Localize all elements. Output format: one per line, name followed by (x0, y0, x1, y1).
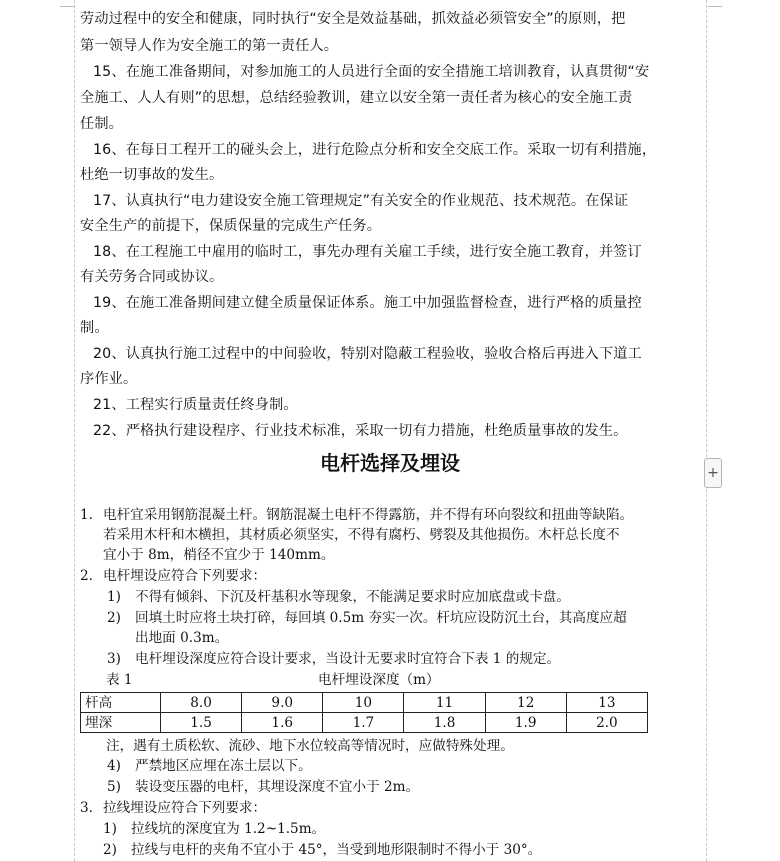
table-caption: 电杆埋设深度（m） (318, 672, 440, 688)
list-item-line: 宜小于 8m，梢径不宜少于 140mm。 (103, 547, 335, 563)
paragraph-line: 制。 (80, 320, 109, 336)
table-cell: 10 (323, 693, 404, 713)
sub-number: 1) (107, 589, 121, 605)
table-cell: 13 (566, 693, 647, 713)
table-cell: 12 (485, 693, 566, 713)
paragraph-line: 17、认真执行“电力建设安全施工管理规定”有关安全的作业规范、技术规范。在保证 (93, 193, 629, 209)
paragraph-line: 有关劳务合同或协议。 (80, 269, 224, 285)
sub-number: 1) (103, 821, 117, 837)
paragraph-line: 18、在工程施工中雇用的临时工，事先办理有关雇工手续，进行安全施工教育，并签订 (93, 244, 642, 260)
left-margin-guide (74, 0, 75, 861)
table-cell: 2.0 (566, 713, 647, 733)
paragraph-line: 序作业。 (80, 371, 138, 387)
table-note: 注，遇有土质松软、流砂、地下水位较高等情况时，应做特殊处理。 (106, 738, 514, 754)
sub-number: 4) (107, 758, 121, 774)
sub-item-line: 拉线坑的深度宜为 1.2~1.5m。 (131, 821, 326, 837)
sub-item-line: 回填土时应将土块打碎，每回填 0.5m 夯实一次。杆坑应设防沉土台，其高度应超 (135, 610, 627, 626)
sub-item-line: 严禁地区应埋在冻土层以下。 (135, 758, 312, 774)
burial-depth-table (80, 692, 648, 733)
table-cell: 埋深 (81, 713, 161, 733)
paragraph-line: 劳动过程中的安全和健康，同时执行“安全是效益基础，抓效益必须管安全”的原则，把 (80, 11, 626, 27)
paragraph-line: 22、严格执行建设程序、行业技术标准，采取一切有力措施，杜绝质量事故的发生。 (93, 423, 628, 439)
list-item-line: 若采用木杆和木横担，其材质必须坚实，不得有腐朽、劈裂及其他损伤。木杆总长度不 (103, 527, 620, 543)
table-cell: 1.9 (485, 713, 566, 733)
corner-mark-right (708, 6, 722, 7)
paragraph-line: 21、工程实行质量责任终身制。 (93, 397, 298, 413)
table-cell: 1.5 (161, 713, 242, 733)
table-cell: 1.6 (242, 713, 323, 733)
table-row (81, 713, 648, 733)
sub-item-line: 电杆埋设深度应符合设计要求，当设计无要求时宜符合下表 1 的规定。 (135, 651, 561, 667)
sub-number: 2) (103, 842, 117, 858)
table-label: 表 1 (106, 672, 133, 688)
corner-mark-left (60, 6, 74, 7)
paragraph-line: 16、在每日工程开工的碰头会上，进行危险点分析和安全交底工作。采取一切有利措施， (93, 142, 657, 158)
section-heading: 电杆选择及埋设 (320, 451, 460, 475)
right-margin-guide (706, 0, 707, 861)
table-cell: 1.7 (323, 713, 404, 733)
list-number: 2. (80, 568, 93, 584)
table-cell: 8.0 (161, 693, 242, 713)
paragraph-line: 安全生产的前提下，保质保量的完成生产任务。 (80, 218, 382, 234)
table-cell: 杆高 (81, 693, 161, 713)
paragraph-line: 第一领导人作为安全施工的第一责任人。 (80, 38, 339, 54)
list-number: 1. (80, 507, 93, 523)
paragraph-line: 19、在施工准备期间建立健全质量保证体系。施工中加强监督检查，进行严格的质量控 (93, 295, 642, 311)
sub-item-line: 不得有倾斜、下沉及杆基积水等现象，不能满足要求时应加底盘或卡盘。 (135, 589, 570, 605)
list-item-line: 电杆宜采用钢筋混凝土杆。钢筋混凝土电杆不得露筋，并不得有环向裂纹和扭曲等缺陷。 (103, 507, 634, 523)
expand-button[interactable]: + (704, 458, 722, 488)
list-item-title: 电杆埋设应符合下列要求： (103, 568, 267, 584)
sub-number: 3) (107, 651, 121, 667)
paragraph-line: 杜绝一切事故的发生。 (80, 167, 224, 183)
sub-item-line: 装设变压器的电杆，其埋设深度不宜小于 2m。 (135, 779, 420, 795)
paragraph-line: 全施工、人人有则”的思想，总结经验教训，建立以安全第一责任者为核心的安全施工责 (80, 90, 633, 106)
sub-item-line: 拉线与电杆的夹角不宜小于 45°，当受到地形限制时不得小于 30°。 (131, 842, 542, 858)
paragraph-line: 15、在施工准备期间，对参加施工的人员进行全面的安全措施工培训教育，认真贯彻“安 (93, 64, 650, 80)
list-item-title: 拉线埋设应符合下列要求： (103, 800, 267, 816)
paragraph-line: 20、认真执行施工过程中的中间验收，特别对隐蔽工程验收，验收合格后再进入下道工 (93, 346, 642, 362)
sub-item-line: 出地面 0.3m。 (135, 630, 229, 646)
sub-number: 2) (107, 610, 121, 626)
sub-number: 5) (107, 779, 121, 795)
paragraph-line: 任制。 (80, 116, 124, 132)
list-number: 3. (80, 800, 93, 816)
table-cell: 11 (404, 693, 485, 713)
table-row (81, 693, 648, 713)
table-cell: 1.8 (404, 713, 485, 733)
table-cell: 9.0 (242, 693, 323, 713)
